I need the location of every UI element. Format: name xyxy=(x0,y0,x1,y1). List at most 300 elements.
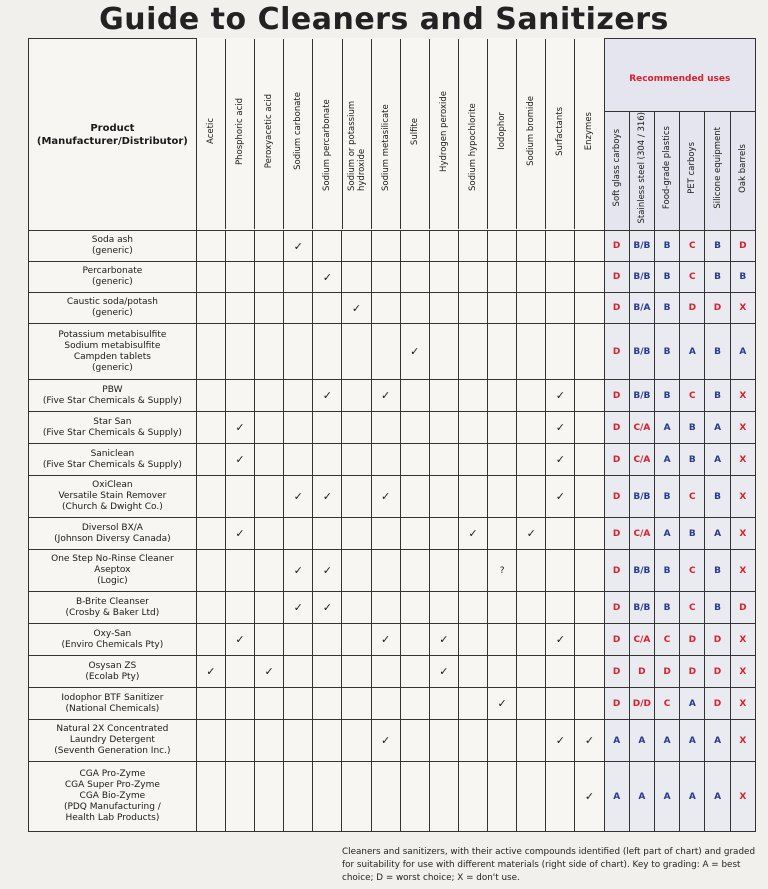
material-grade: B/B xyxy=(629,324,654,380)
material-label: PET carboys xyxy=(687,142,698,194)
compound-mark xyxy=(546,550,575,592)
compound-mark xyxy=(517,762,546,832)
compound-mark: ✓ xyxy=(255,656,284,688)
material-grade: C/A xyxy=(629,444,654,476)
compound-mark xyxy=(517,720,546,762)
compound-label: Enzymes xyxy=(584,112,595,151)
compound-mark xyxy=(225,688,254,720)
compound-mark xyxy=(313,444,342,476)
material-grade: X xyxy=(730,444,755,476)
compound-mark xyxy=(458,412,487,444)
compound-mark xyxy=(546,231,575,262)
compound-mark xyxy=(458,262,487,293)
compound-mark xyxy=(488,231,517,262)
material-header xyxy=(604,112,629,231)
material-grade: B xyxy=(655,231,680,262)
compound-mark: ✓ xyxy=(313,380,342,412)
compound-header xyxy=(429,39,458,229)
product-name: Potassium metabisulfite Sodium metabisulfite Campden tablets (generic) xyxy=(29,324,197,380)
compound-header xyxy=(487,39,516,229)
material-grade: B/B xyxy=(629,380,654,412)
material-grade: A xyxy=(655,762,680,832)
compound-mark xyxy=(255,412,284,444)
compound-mark xyxy=(196,412,225,444)
compound-mark xyxy=(371,762,400,832)
compound-mark xyxy=(255,293,284,324)
compound-mark xyxy=(342,624,371,656)
material-grade: B/B xyxy=(629,476,654,518)
material-grade: B/A xyxy=(629,293,654,324)
material-grade: X xyxy=(730,380,755,412)
product-name: B-Brite Cleanser (Crosby & Baker Ltd) xyxy=(29,592,197,624)
compound-mark xyxy=(196,720,225,762)
compound-mark xyxy=(458,592,487,624)
compound-mark xyxy=(225,324,254,380)
compound-mark xyxy=(342,656,371,688)
compound-mark xyxy=(400,476,429,518)
compound-mark xyxy=(255,688,284,720)
compound-header xyxy=(516,39,545,229)
material-grade: B xyxy=(705,262,730,293)
compound-mark xyxy=(196,762,225,832)
compound-mark: ✓ xyxy=(284,476,313,518)
compound-mark xyxy=(400,592,429,624)
compound-mark: ✓ xyxy=(458,518,487,550)
compound-mark xyxy=(488,518,517,550)
material-grade: D xyxy=(705,624,730,656)
compound-mark xyxy=(225,762,254,832)
table-row xyxy=(29,412,756,444)
compound-mark xyxy=(284,262,313,293)
table-row xyxy=(29,656,756,688)
compound-label: Phosphoric acid xyxy=(235,97,246,165)
material-grade: D xyxy=(680,624,705,656)
compound-mark xyxy=(371,444,400,476)
compound-mark: ✓ xyxy=(371,476,400,518)
material-grade: C xyxy=(680,592,705,624)
compound-mark xyxy=(225,720,254,762)
compound-mark xyxy=(255,444,284,476)
compound-mark xyxy=(429,720,458,762)
compound-mark xyxy=(255,550,284,592)
compound-label: Sodium hypochlorite xyxy=(467,103,478,192)
compound-mark: ✓ xyxy=(371,624,400,656)
material-grade: X xyxy=(730,476,755,518)
compound-mark: ✓ xyxy=(575,720,604,762)
compound-mark xyxy=(575,656,604,688)
product-name: Oxy-San (Enviro Chemicals Pty) xyxy=(29,624,197,656)
compound-mark xyxy=(575,412,604,444)
table-row xyxy=(29,518,756,550)
material-grade: D xyxy=(604,444,629,476)
compound-mark: ✓ xyxy=(546,412,575,444)
compound-mark xyxy=(488,412,517,444)
compound-mark xyxy=(488,444,517,476)
compound-mark xyxy=(255,762,284,832)
material-grade: B xyxy=(705,592,730,624)
compound-mark xyxy=(575,688,604,720)
compound-mark xyxy=(488,592,517,624)
product-header-label: Product (Manufacturer/Distributor) xyxy=(36,122,188,147)
material-grade: B/B xyxy=(629,592,654,624)
compound-mark xyxy=(400,688,429,720)
compound-mark xyxy=(342,476,371,518)
compound-mark xyxy=(371,656,400,688)
compound-mark xyxy=(400,518,429,550)
compound-mark xyxy=(517,444,546,476)
compound-mark xyxy=(575,476,604,518)
compound-mark xyxy=(196,550,225,592)
compound-mark xyxy=(400,380,429,412)
caption-note: Cleaners and sanitizers, with their active compounds identified (left part of chart) and graded for suitability for use with different materials (right side of chart). Key to grading: A = best choice; D = worst choice; X = don't use. xyxy=(342,847,756,883)
compound-mark: ✓ xyxy=(371,720,400,762)
material-grade: X xyxy=(730,518,755,550)
compound-mark xyxy=(488,380,517,412)
compound-header xyxy=(371,39,400,229)
compound-mark xyxy=(196,231,225,262)
material-grade: C xyxy=(680,231,705,262)
material-grade: B xyxy=(680,518,705,550)
material-grade: A xyxy=(705,762,730,832)
compound-mark xyxy=(517,550,546,592)
material-grade: X xyxy=(730,656,755,688)
material-grade: D xyxy=(680,656,705,688)
compound-mark xyxy=(488,762,517,832)
material-grade: D xyxy=(705,688,730,720)
compound-mark xyxy=(371,262,400,293)
material-grade: A xyxy=(604,720,629,762)
compound-mark: ✓ xyxy=(546,444,575,476)
compound-mark: ✓ xyxy=(342,293,371,324)
material-grade: B xyxy=(655,476,680,518)
table-row xyxy=(29,720,756,762)
compound-mark xyxy=(196,444,225,476)
compound-mark xyxy=(575,293,604,324)
material-grade: D xyxy=(655,656,680,688)
material-grade: B xyxy=(705,380,730,412)
compound-mark xyxy=(342,550,371,592)
compound-mark xyxy=(400,720,429,762)
compound-mark xyxy=(517,380,546,412)
table-body xyxy=(29,231,756,832)
compound-label: Sodium percarbonate xyxy=(322,99,333,192)
compound-mark xyxy=(575,444,604,476)
compound-mark xyxy=(429,762,458,832)
product-name: One Step No-Rinse Cleaner Aseptox (Logic) xyxy=(29,550,197,592)
compound-mark xyxy=(575,592,604,624)
material-grade: D xyxy=(604,656,629,688)
compound-mark xyxy=(458,624,487,656)
compound-mark xyxy=(400,293,429,324)
compound-mark xyxy=(458,688,487,720)
compound-mark: ✓ xyxy=(429,624,458,656)
compound-label: Sodium bromide xyxy=(525,96,536,167)
material-grade: D xyxy=(604,262,629,293)
compound-label: Sodium carbonate xyxy=(293,92,304,171)
material-grade: A xyxy=(655,518,680,550)
material-grade: B xyxy=(655,592,680,624)
compound-label: Hydrogen peroxide xyxy=(438,90,449,172)
compound-mark xyxy=(429,550,458,592)
compound-mark xyxy=(371,592,400,624)
compound-mark: ✓ xyxy=(313,550,342,592)
product-name: Percarbonate (generic) xyxy=(29,262,197,293)
compound-mark: ✓ xyxy=(575,762,604,832)
compound-header xyxy=(226,39,255,229)
compound-mark xyxy=(546,762,575,832)
compound-header xyxy=(574,39,603,229)
compound-mark xyxy=(400,231,429,262)
material-header xyxy=(705,112,730,231)
compound-mark xyxy=(225,231,254,262)
compound-mark xyxy=(196,624,225,656)
table-row xyxy=(29,624,756,656)
compound-mark xyxy=(284,412,313,444)
page-title: Guide to Cleaners and Sanitizers xyxy=(99,2,669,37)
compound-mark xyxy=(400,762,429,832)
material-grade: D xyxy=(604,688,629,720)
compound-mark xyxy=(313,293,342,324)
material-grade: B xyxy=(705,231,730,262)
compound-mark xyxy=(429,412,458,444)
header-row xyxy=(29,39,756,112)
compound-header xyxy=(400,39,429,229)
compound-mark: ✓ xyxy=(225,518,254,550)
compound-mark xyxy=(371,518,400,550)
product-name: Osysan ZS (Ecolab Pty) xyxy=(29,656,197,688)
compound-headers xyxy=(196,39,604,231)
compound-mark xyxy=(575,324,604,380)
compound-mark xyxy=(575,262,604,293)
compound-label: Surfactants xyxy=(554,106,565,156)
compound-label: Acetic xyxy=(206,118,217,145)
compound-mark xyxy=(429,518,458,550)
compound-mark xyxy=(575,624,604,656)
material-grade: A xyxy=(730,324,755,380)
compound-mark xyxy=(313,518,342,550)
material-header xyxy=(680,112,705,231)
material-header xyxy=(655,112,680,231)
compound-mark: ✓ xyxy=(546,720,575,762)
table-row xyxy=(29,688,756,720)
compound-mark xyxy=(429,262,458,293)
compound-mark xyxy=(342,518,371,550)
recommended-uses-label: Recommended uses xyxy=(629,73,731,84)
material-grade: D xyxy=(604,293,629,324)
compound-mark xyxy=(225,380,254,412)
compound-mark xyxy=(517,262,546,293)
material-label: Food-grade plastics xyxy=(662,126,673,210)
compound-mark xyxy=(458,762,487,832)
compound-mark xyxy=(313,720,342,762)
compound-header xyxy=(313,39,342,229)
material-grade: X xyxy=(730,624,755,656)
compound-mark xyxy=(196,476,225,518)
compound-mark: ✓ xyxy=(371,380,400,412)
compound-mark xyxy=(342,324,371,380)
material-grade: B xyxy=(705,550,730,592)
compound-mark: ✓ xyxy=(488,688,517,720)
compound-mark xyxy=(458,324,487,380)
material-grade: D xyxy=(604,550,629,592)
compound-mark: ✓ xyxy=(284,550,313,592)
compound-mark xyxy=(575,231,604,262)
material-grade: B/B xyxy=(629,550,654,592)
compound-mark xyxy=(429,688,458,720)
compound-mark xyxy=(458,231,487,262)
product-name: PBW (Five Star Chemicals & Supply) xyxy=(29,380,197,412)
product-name: Natural 2X Concentrated Laundry Detergent (Seventh Generation Inc.) xyxy=(29,720,197,762)
material-grade: A xyxy=(655,412,680,444)
material-grade: X xyxy=(730,688,755,720)
compound-mark: ✓ xyxy=(429,656,458,688)
compound-mark xyxy=(400,550,429,592)
compound-mark xyxy=(313,624,342,656)
material-grade: D xyxy=(680,293,705,324)
compound-mark xyxy=(284,324,313,380)
table-row xyxy=(29,293,756,324)
table-row xyxy=(29,444,756,476)
material-grade: C xyxy=(680,380,705,412)
material-grade: X xyxy=(730,720,755,762)
compound-mark xyxy=(255,624,284,656)
compound-mark xyxy=(196,518,225,550)
compound-mark xyxy=(488,324,517,380)
compound-mark xyxy=(517,592,546,624)
compound-mark xyxy=(517,412,546,444)
compound-mark xyxy=(342,262,371,293)
compound-mark xyxy=(255,231,284,262)
compound-mark xyxy=(458,380,487,412)
compound-mark xyxy=(429,476,458,518)
compound-mark: ✓ xyxy=(313,476,342,518)
compound-mark xyxy=(313,656,342,688)
compound-mark xyxy=(255,262,284,293)
table-row xyxy=(29,592,756,624)
compound-mark xyxy=(458,444,487,476)
material-grade: A xyxy=(655,720,680,762)
material-grade: B xyxy=(655,262,680,293)
compound-mark xyxy=(284,444,313,476)
compound-mark xyxy=(517,324,546,380)
compound-mark xyxy=(284,293,313,324)
compound-mark xyxy=(546,293,575,324)
material-grade: B xyxy=(730,262,755,293)
compound-mark xyxy=(313,412,342,444)
compound-mark xyxy=(225,592,254,624)
compound-mark: ✓ xyxy=(400,324,429,380)
material-grade: B xyxy=(655,324,680,380)
compound-mark xyxy=(546,592,575,624)
material-grade: X xyxy=(730,762,755,832)
material-grade: B xyxy=(705,324,730,380)
compound-mark xyxy=(255,518,284,550)
product-name: Star San (Five Star Chemicals & Supply) xyxy=(29,412,197,444)
compound-mark xyxy=(313,231,342,262)
compound-mark xyxy=(400,656,429,688)
compound-mark xyxy=(429,293,458,324)
compound-label: Peroxyacetic acid xyxy=(264,94,275,169)
cleaners-table xyxy=(28,38,756,832)
compound-label: Sodium or potassium hydroxide xyxy=(346,101,367,192)
material-grade: B xyxy=(655,380,680,412)
product-name: Caustic soda/potash (generic) xyxy=(29,293,197,324)
product-name: CGA Pro-Zyme CGA Super Pro-Zyme CGA Bio-Zyme (PDQ Manufacturing / Health Lab Products) xyxy=(29,762,197,832)
compound-mark xyxy=(313,688,342,720)
material-grade: C xyxy=(655,688,680,720)
compound-mark xyxy=(342,444,371,476)
compound-mark: ✓ xyxy=(225,412,254,444)
compound-mark xyxy=(342,688,371,720)
material-grade: A xyxy=(629,720,654,762)
compound-mark xyxy=(429,380,458,412)
compound-mark xyxy=(517,476,546,518)
material-grade: A xyxy=(705,444,730,476)
table-row xyxy=(29,476,756,518)
material-grade: C xyxy=(655,624,680,656)
compound-header xyxy=(197,39,226,229)
material-grade: A xyxy=(705,720,730,762)
compound-mark xyxy=(371,293,400,324)
compound-mark xyxy=(488,293,517,324)
compound-mark xyxy=(284,624,313,656)
compound-mark xyxy=(371,688,400,720)
compound-mark xyxy=(255,476,284,518)
table-row xyxy=(29,762,756,832)
material-grade: D xyxy=(604,592,629,624)
compound-mark xyxy=(342,412,371,444)
material-grade: D xyxy=(604,476,629,518)
compound-mark xyxy=(342,231,371,262)
material-grade: C xyxy=(680,262,705,293)
compound-label: Sulfite xyxy=(409,117,420,145)
compound-mark xyxy=(517,293,546,324)
material-grade: A xyxy=(655,444,680,476)
material-grade: D xyxy=(604,231,629,262)
compound-mark xyxy=(517,624,546,656)
material-grade: A xyxy=(705,412,730,444)
compound-mark xyxy=(284,656,313,688)
material-grade: B xyxy=(705,476,730,518)
compound-mark xyxy=(255,720,284,762)
compound-mark xyxy=(255,380,284,412)
compound-mark xyxy=(488,656,517,688)
compound-mark xyxy=(458,293,487,324)
compound-mark: ? xyxy=(488,550,517,592)
compound-mark: ✓ xyxy=(284,592,313,624)
compound-mark xyxy=(400,262,429,293)
product-name: Iodophor BTF Sanitizer (National Chemicals) xyxy=(29,688,197,720)
compound-mark xyxy=(429,231,458,262)
compound-mark xyxy=(371,231,400,262)
material-grade: D xyxy=(730,231,755,262)
compound-mark: ✓ xyxy=(517,518,546,550)
compound-mark xyxy=(400,444,429,476)
compound-mark xyxy=(225,550,254,592)
compound-mark xyxy=(488,476,517,518)
product-name: Diversol BX/A (Johnson Diversy Canada) xyxy=(29,518,197,550)
compound-mark: ✓ xyxy=(546,476,575,518)
compound-mark xyxy=(458,720,487,762)
compound-label: Sodium metasilicate xyxy=(380,104,391,192)
material-grade: B xyxy=(655,550,680,592)
compound-header xyxy=(284,39,313,229)
compound-mark xyxy=(575,380,604,412)
material-grade: C xyxy=(680,476,705,518)
compound-mark xyxy=(546,688,575,720)
material-grade: D xyxy=(629,656,654,688)
material-grade: D xyxy=(604,518,629,550)
